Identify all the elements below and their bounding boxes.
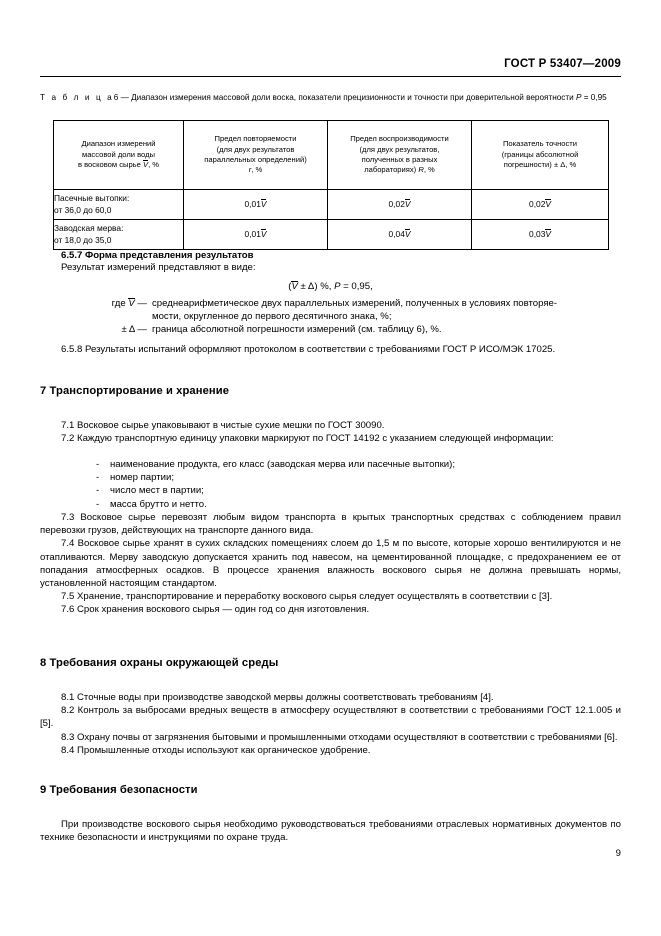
- column-header-range-line-1: Диапазон измерений: [81, 139, 156, 149]
- column-header-reproducibility-line-2: (для двух результатов,: [359, 144, 440, 154]
- table-header-row: [54, 121, 609, 190]
- definition-text-mean-continuation: мости, округленное до первого десятичного знака, %;: [152, 311, 392, 323]
- definition-mean-symbol: V: [128, 298, 135, 309]
- cell-accuracy-symbol: V: [545, 198, 551, 209]
- definition-term-mean: где V —: [111, 298, 147, 309]
- cell-range-line-1: Пасечные вытопки:: [54, 193, 130, 203]
- list-dash: -: [96, 459, 100, 470]
- table-caption-probability-symbol: P: [576, 93, 582, 102]
- table-body: [54, 190, 609, 250]
- definition-row-error: [40, 323, 621, 336]
- table-6-wrapper: [53, 120, 608, 250]
- clause-8-4: 8.4 Промышленные отходы используют как органическое удобрение.: [61, 744, 371, 756]
- header-divider: [40, 76, 621, 77]
- table-head: [54, 121, 609, 190]
- table-6: [53, 120, 609, 250]
- column-header-accuracy-unit: , %: [565, 160, 577, 170]
- column-header-accuracy: [472, 121, 609, 190]
- clause-7-6: 7.6 Срок хранения воскового сырья — один год со дня изготовления.: [61, 604, 370, 616]
- cell-range-line-2: от 36,0 до 60,0: [54, 204, 112, 215]
- list-dash: -: [96, 485, 100, 497]
- formula-probability-symbol: P: [334, 281, 341, 293]
- list-item: [96, 498, 621, 511]
- cell-repeatability-symbol: V: [260, 228, 267, 239]
- clause-6-5-7-lead: Результат измерений представляют в виде:: [61, 262, 256, 273]
- column-header-accuracy-line-1: Показатель точности: [502, 139, 578, 149]
- clause-7-5: 7.5 Хранение, транспортирование и переработку воскового сырья следует осуществлять в соответствии с [3].: [61, 591, 553, 603]
- section-7-clauses-top: [40, 419, 621, 445]
- list-dash: -: [96, 472, 100, 484]
- section-9-paragraph: При производстве воскового сырья необходимо руководствоваться требованиями отраслевых нормативных документов по технике безопасности и инструкциями по охране труда.: [40, 819, 621, 844]
- clause-7-4: 7.4 Восковое сырье хранят в сухих складских помещениях слоем до 1,5 м по высоте, которые хорошо вентилируются и не отапливаются. Мерву заводскую допускается хранить под навесом, на цементированной площадке, с предохранением ее от попадания атмосферных осадков. В процессе хранения влажность воскового сырья не должна превышать нормы, установленной настоящим стандартом.: [40, 538, 621, 590]
- table-caption-text: Диапазон измерения массовой доли воска, показатели прецизионности и точности при доверительной вероятности: [131, 93, 576, 102]
- clause-6-5-8: [40, 343, 621, 356]
- table-caption-label: Т а б л и ц а: [40, 93, 114, 102]
- column-header-repeatability-line-1: Предел повторяемости: [214, 134, 297, 144]
- clause-8-1: 8.1 Сточные воды при производстве заводской мервы должны соответствовать требованиям [4].: [61, 692, 494, 703]
- formula-result-presentation: (V ± Δ) %, P = 0,95,: [288, 281, 373, 293]
- section-7: [40, 385, 621, 397]
- clause-7-2: 7.2 Каждую транспортную единицу упаковки маркируют по ГОСТ 14192 с указанием следующей информации:: [61, 433, 554, 445]
- cell-accuracy: 0,02V: [472, 190, 609, 220]
- column-header-reproducibility-line-4: лабораториях) R, %: [364, 165, 435, 175]
- cell-repeatability-symbol: V: [260, 198, 267, 209]
- definition-text-error: граница абсолютной погрешности измерений (см. таблицу 6), %.: [152, 324, 442, 336]
- section-7-clauses-bottom: [40, 511, 621, 617]
- clause-7-1: 7.1 Восковое сырье упаковывают в чистые сухие мешки по ГОСТ 30090.: [61, 420, 385, 431]
- column-header-repeatability-line-3: параллельных определений): [204, 155, 307, 164]
- column-header-range-symbol: V: [142, 160, 149, 170]
- definition-row-mean: [40, 297, 621, 310]
- column-header-range-unit: , %: [148, 160, 160, 170]
- cell-repeatability: 0,01V: [184, 220, 328, 250]
- cell-accuracy: 0,03V: [472, 220, 609, 250]
- cell-range: [54, 220, 184, 250]
- section-9-heading: 9 Требования безопасности: [40, 784, 198, 796]
- column-header-repeatability: [184, 121, 328, 190]
- cell-range-line-2: от 18,0 до 35,0: [54, 234, 112, 245]
- table-row: [54, 190, 609, 220]
- clause-7-3: 7.3 Восковое сырье перевозят любым видом транспорта в крытых транспортных средствах с соблюдением правил перевозки грузов, действующих на транспорте данного вида.: [40, 512, 621, 537]
- cell-range: [54, 190, 184, 220]
- marking-info-list: [40, 458, 621, 511]
- list-item: [96, 471, 621, 484]
- page-header-standard-id: ГОСТ Р 53407—2009: [504, 58, 621, 70]
- clause-6-5-8-text: 6.5.8 Результаты испытаний оформляют протоколом в соответствии с требованиями ГОСТ Р ИСО/МЭК 17025.: [61, 344, 556, 355]
- section-7-heading: 7 Транспортирование и хранение: [40, 385, 230, 397]
- table-row: [54, 220, 609, 250]
- definition-text-mean: среднеарифметическое двух параллельных измерений, полученных в условиях повторяе-: [152, 298, 558, 309]
- table-caption-tail: = 0,95: [581, 93, 607, 102]
- section-9-body: [40, 818, 621, 844]
- column-header-reproducibility-line-3: полученных в разных: [361, 155, 438, 164]
- formula-definitions: [40, 297, 621, 337]
- column-header-reproducibility-line-1: Предел воспроизводимости: [350, 134, 449, 144]
- clause-6-5-7: [40, 250, 621, 292]
- column-header-accuracy-symbol: ± Δ: [553, 160, 566, 170]
- column-header-reproducibility-symbol: R: [418, 165, 424, 175]
- list-item-label: наименование продукта, его класс (заводская мерва или пасечные вытопки);: [110, 459, 456, 470]
- column-header-range-line-2: массовой доли воды: [81, 149, 156, 159]
- section-9: [40, 784, 621, 796]
- clause-8-3: 8.3 Охрану почвы от загрязнения бытовыми и промышленными отходами осуществляют в соответствии с требованиями [6].: [61, 731, 618, 743]
- cell-reproducibility: 0,02V: [328, 190, 472, 220]
- section-8: [40, 657, 621, 669]
- definition-term-error: ± Δ —: [121, 324, 147, 336]
- formula-mean-symbol: V: [291, 281, 298, 293]
- table-caption-number: 6: [113, 93, 119, 102]
- column-header-repeatability-symbol: r: [248, 165, 252, 175]
- cell-reproducibility: 0,04V: [328, 220, 472, 250]
- cell-reproducibility-symbol: V: [404, 198, 411, 209]
- cell-repeatability: 0,01V: [184, 190, 328, 220]
- list-item: [96, 458, 621, 471]
- cell-range-line-1: Заводская мерва:: [54, 223, 124, 233]
- table-caption-dash: —: [118, 93, 132, 102]
- column-header-repeatability-line-4: [188, 165, 323, 175]
- clause-8-2: 8.2 Контроль за выбросами вредных веществ в атмосферу осуществляют в соответствии с требованиями ГОСТ 12.1.005 и [5].: [40, 705, 621, 730]
- cell-accuracy-symbol: V: [545, 228, 551, 239]
- list-item-label: номер партии;: [110, 472, 174, 484]
- table-caption: [40, 92, 621, 105]
- column-header-accuracy-line-3: погрешности) ± Δ, %: [503, 160, 577, 170]
- column-header-repeatability-unit: , %: [251, 165, 263, 175]
- column-header-repeatability-line-2: (для двух результатов: [216, 144, 295, 154]
- page-number: 9: [615, 848, 621, 859]
- list-item-label: масса брутто и нетто.: [110, 498, 207, 510]
- column-header-accuracy-line-2: (границы абсолютной: [501, 149, 579, 159]
- section-7-information-list: [40, 458, 621, 511]
- list-item-label: число мест в партии;: [110, 485, 204, 497]
- section-8-heading: 8 Требования охраны окружающей среды: [40, 657, 279, 669]
- column-header-range: [54, 121, 184, 190]
- cell-reproducibility-symbol: V: [404, 228, 411, 239]
- column-header-reproducibility: [328, 121, 472, 190]
- column-header-reproducibility-unit: , %: [423, 165, 435, 175]
- list-dash: -: [96, 498, 100, 510]
- column-header-range-line-3: в восковом сырье V, %: [77, 160, 160, 170]
- clause-6-5-7-heading: 6.5.7 Форма представления результатов: [61, 250, 254, 261]
- section-8-clauses: [40, 691, 621, 757]
- list-item: [96, 484, 621, 497]
